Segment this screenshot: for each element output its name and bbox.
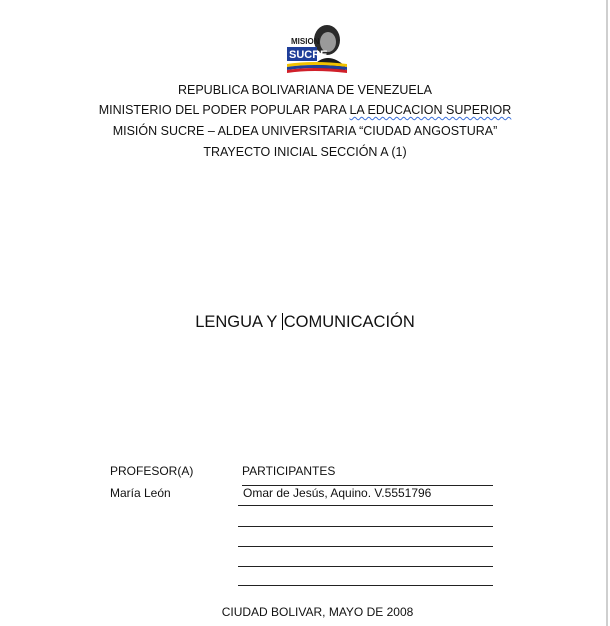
header-mission: MISIÓN SUCRE – ALDEA UNIVERSITARIA “CIUDAD ANGOSTURA” — [112, 124, 498, 138]
participant-line-1: Omar de Jesús, Aquino. V.5551796 — [243, 486, 432, 500]
logo-graphic — [283, 20, 353, 82]
spellcheck-flagged-text: LA EDUCACION SUPERIOR — [349, 103, 512, 117]
participant-underline-6 — [238, 585, 493, 586]
header-republic: REPUBLICA BOLIVARIANA DE VENEZUELA — [177, 83, 433, 97]
footer-place-date: CIUDAD BOLIVAR, MAYO DE 2008 — [221, 605, 414, 619]
logo-text-mision: MISION — [291, 37, 320, 46]
participant-underline-2 — [238, 505, 493, 506]
mision-sucre-logo — [283, 20, 353, 82]
header-section: TRAYECTO INICIAL SECCIÓN A (1) — [203, 145, 407, 159]
header-ministry — [0, 102, 610, 118]
professor-name: María León — [110, 486, 171, 500]
participant-underline-1 — [242, 485, 493, 486]
participants-label: PARTICIPANTES — [242, 464, 336, 478]
participant-underline-4 — [238, 546, 493, 547]
subject-title-start: LENGUA Y — [195, 313, 282, 331]
subject-title-end: COMUNICACIÓN — [283, 313, 415, 331]
participant-underline-5 — [238, 566, 493, 567]
participant-underline-3 — [238, 526, 493, 527]
professor-label: PROFESOR(A) — [110, 464, 194, 478]
subject-title[interactable] — [0, 312, 610, 332]
text-cursor — [282, 313, 283, 330]
logo-text-sucre: SUCRE — [289, 49, 328, 61]
header-ministry-prefix: MINISTERIO DEL PODER POPULAR PARA — [98, 103, 350, 117]
